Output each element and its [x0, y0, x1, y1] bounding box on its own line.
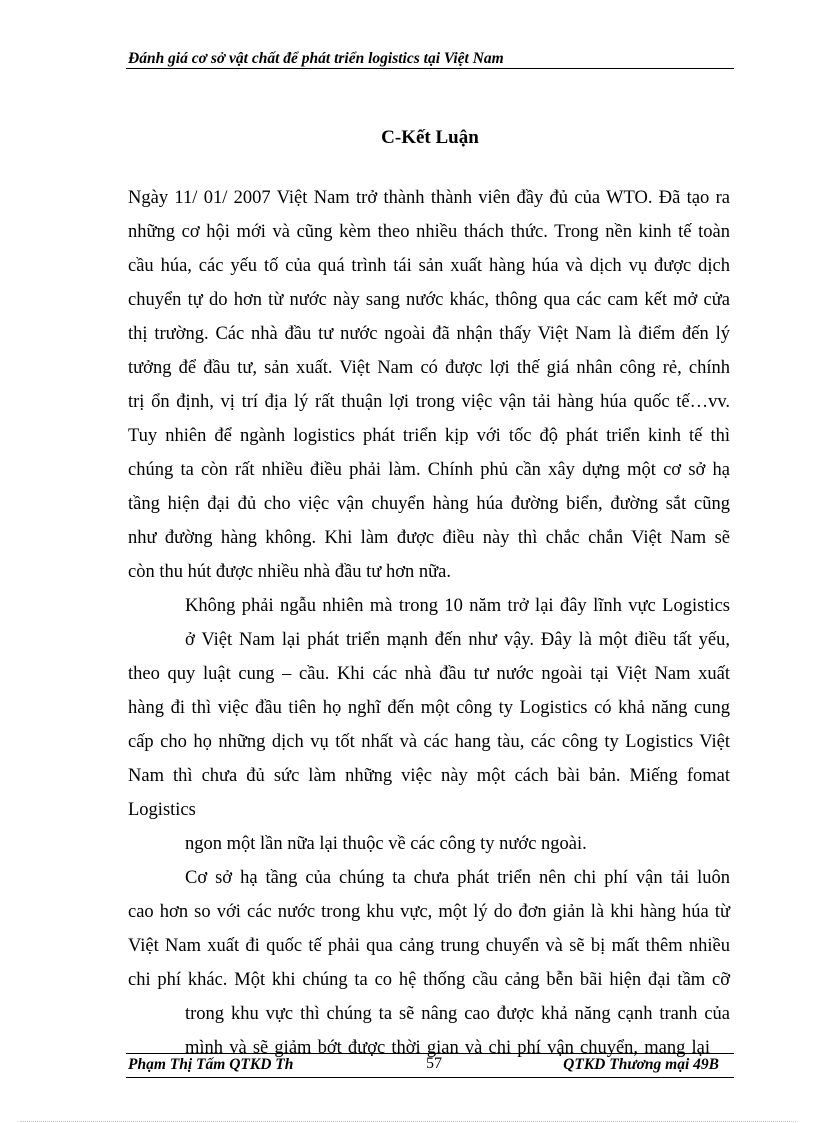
body-line: Việt Nam xuất đi quốc tế phải qua cảng trung chuyển và sẽ bị mất thêm nhiều: [128, 936, 730, 956]
header-divider: [126, 68, 734, 69]
body-line: ở Việt Nam lại phát triển mạnh đến như vậy. Đây là một điều tất yếu,: [185, 630, 730, 650]
footer-divider-bottom: [126, 1077, 734, 1078]
body-line: tưởng để đầu tư, sản xuất. Việt Nam có được lợi thế giá nhân công rẻ, chính: [128, 358, 730, 378]
body-line: những cơ hội mới và cũng kèm theo nhiều thách thức. Trong nền kinh tế toàn: [128, 222, 730, 242]
body-line: Không phải ngẫu nhiên mà trong 10 năm trở lại đây lĩnh vực Logistics: [185, 596, 730, 616]
footer-author: Phạm Thị Tấm QTKD Th: [128, 1056, 294, 1073]
footer-divider-top: [126, 1053, 734, 1054]
body-line: cấp cho họ những dịch vụ tốt nhất và các hang tàu, các công ty Logistics Việt: [128, 732, 730, 752]
body-line: chuyển tự do hơn từ nước này sang nước khác, thông qua các cam kết mở cửa: [128, 290, 730, 310]
body-line: cao hơn so với các nước trong khu vực, một lý do đơn giản là khi hàng húa từ: [128, 902, 730, 922]
body-line: chúng ta còn rất nhiều điều phải làm. Chính phủ cần xây dựng một cơ sở hạ: [128, 460, 730, 480]
body-line: Logistics: [128, 800, 196, 820]
body-line: trị ổn định, vị trí địa lý rất thuận lợi trong việc vận tải hàng húa quốc tế…vv.: [128, 392, 730, 412]
body-line: chi phí khác. Một khi chúng ta co hệ thống cầu cảng bễn bãi hiện đại tầm cỡ: [128, 970, 730, 990]
body-line: ngon một lần nữa lại thuộc về các công ty nước ngoài.: [185, 834, 587, 854]
body-line: còn thu hút được nhiều nhà đầu tư hơn nữa.: [128, 562, 451, 582]
body-line: hàng đi thì việc đầu tiên họ nghĩ đến một công ty Logistics có khả năng cung: [128, 698, 730, 718]
body-line: như đường hàng không. Khi làm được điều này thì chắc chắn Việt Nam sẽ: [128, 528, 730, 548]
body-line: trong khu vực thì chúng ta sẽ nâng cao được khả năng cạnh tranh của: [185, 1004, 730, 1024]
body-line: Cơ sở hạ tầng của chúng ta chưa phát triển nên chi phí vận tải luôn: [185, 868, 730, 888]
footer-class: QTKD Thương mại 49B: [563, 1056, 719, 1073]
body-line: thị trường. Các nhà đầu tư nước ngoài đã nhận thấy Việt Nam là điểm đến lý: [128, 324, 730, 344]
body-line: tầng hiện đại đủ cho việc vận chuyển hàng húa đường biển, đường sắt cũng: [128, 494, 730, 514]
page-edge-dotted-line: [20, 1121, 796, 1122]
page-number: 57: [426, 1055, 442, 1072]
body-line: mình và sẽ giảm bớt được thời gian và chi phí vận chuyển, mang lại: [185, 1038, 710, 1058]
body-line: Ngày 11/ 01/ 2007 Việt Nam trở thành thành viên đầy đủ của WTO. Đã tạo ra: [128, 188, 730, 208]
body-line: theo quy luật cung – cầu. Khi các nhà đầu tư nước ngoài tại Việt Nam xuất: [128, 664, 730, 684]
body-line: cầu húa, các yếu tố của quá trình tái sản xuất hàng húa và dịch vụ được dịch: [128, 256, 730, 276]
body-line: Tuy nhiên để ngành logistics phát triển kịp với tốc độ phát triển kinh tế thì: [128, 426, 730, 446]
running-header: Đánh giá cơ sở vật chất để phát triển logistics tại Việt Nam: [128, 50, 504, 67]
section-title: C-Kết Luận: [381, 127, 479, 148]
body-line: Nam thì chưa đủ sức làm những việc này một cách bài bản. Miếng fomat: [128, 766, 730, 786]
